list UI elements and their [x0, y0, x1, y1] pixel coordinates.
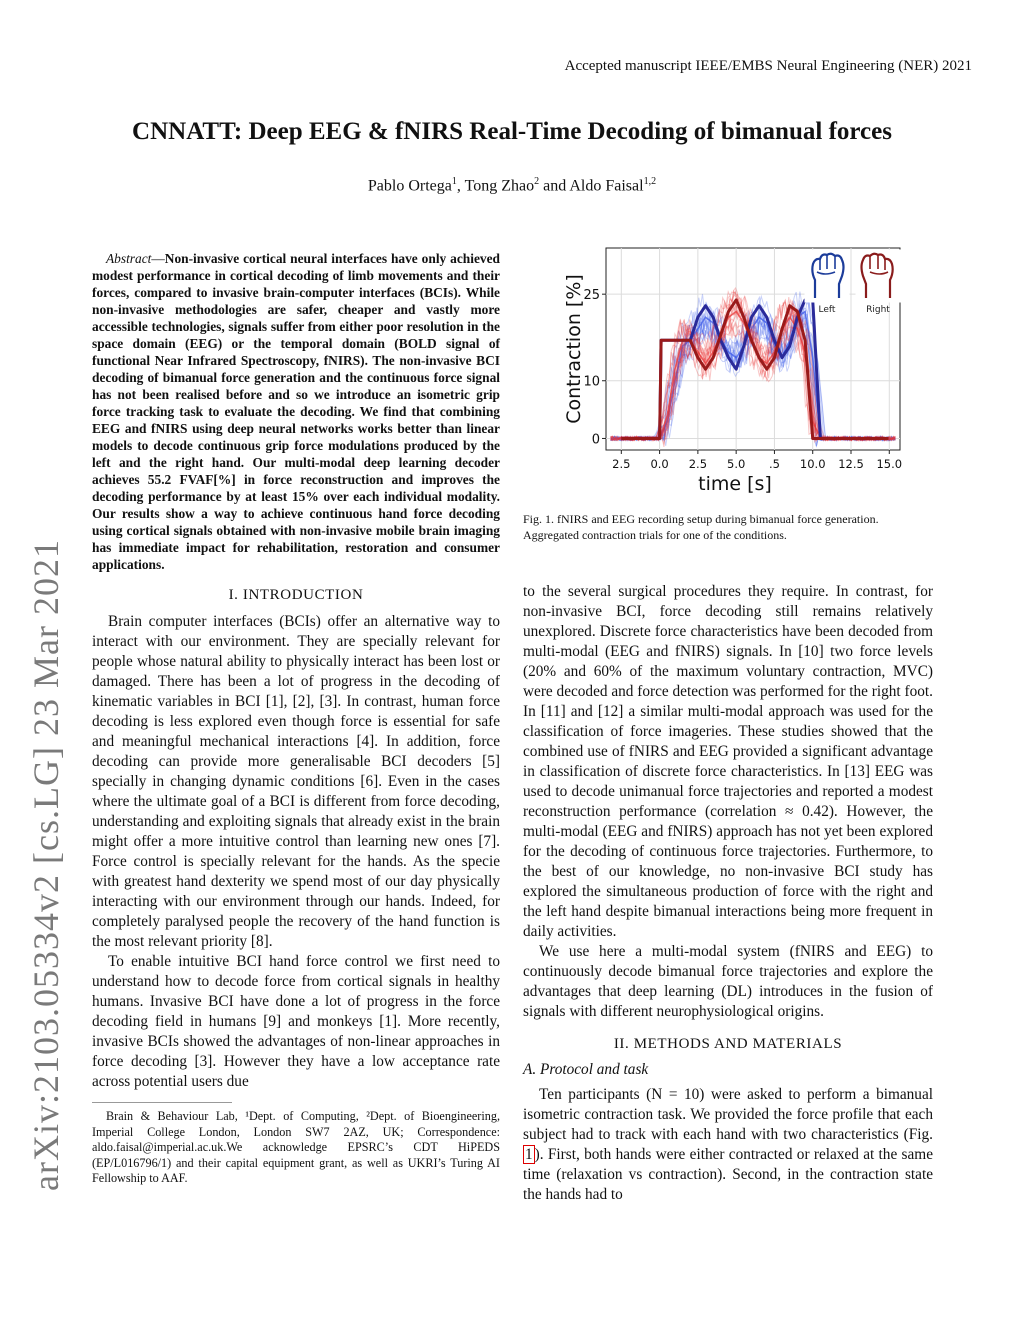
body-paragraph: To enable intuitive BCI hand force control we first need to understand how to decode force from cortical signals in healthy humans. Invasive BCI have done a lot of progress in the force decoding field in humans [9] and monkeys [1]. More recently, invasive BCIs showed the advantages of non-linear approaches in force decoding [3]. However they have a low acceptance rate across potential users due — [92, 953, 500, 1090]
paper-title: CNNATT: Deep EEG & fNIRS Real-Time Decoding of bimanual forces — [132, 118, 892, 145]
y-axis-label: Contraction [%] — [563, 274, 585, 424]
footnote: Brain & Behaviour Lab, ¹Dept. of Computing, ²Dept. of Bioengineering, Imperial College London, London SW7 2AZ, UK; Correspondence: aldo.faisal@imperial.ac.uk.We acknowledge EPSRC’s CDT HiPEDS (EP/L016796/1) and their capital equipment grant, as well as UKRI’s Turing AI Fellowship to AAF. — [92, 1109, 500, 1185]
x-tick-label: 12.5 — [838, 457, 864, 471]
section-heading-methods: II. METHODS AND MATERIALS — [613, 1036, 843, 1052]
affiliation-mark: 1 — [451, 176, 457, 187]
methods-text: ). First, both hands were either contracted or relaxed at the same time (relaxation vs contraction). Second, in the contraction state the hands had to — [523, 1146, 933, 1203]
right-column — [523, 582, 933, 1205]
body-paragraph: to the several surgical procedures they require. In contrast, for non-invasive BCI, force decoding still remains relatively unexplored. Discrete force characteristics have been decoded from multi-modal (EEG and fNIRS) signals. In [10] two force levels (20% and 60% of the maximum voluntary contraction, MVC) were decoded and force detection was performed for the right foot. In [11] and [12] a similar multi-modal approach was used for the classification of force imageries. These studies showed that the combined use of fNIRS and EEG provided a significant advantage in classification of discrete force characteristics. In [13] EEG was used to decode unimanual force trajectories and reported a modest reconstruction performance (correlation ≈ 0.42). However, the multi-modal (EEG and fNIRS) approach has not yet been explored for the decoding of continuous force trajectories. Furthermore, to the best of our knowledge, no non-invasive BCI study has explored the simultaneous production of force with the right and the left hand despite bimanual interactions being more frequent in daily activities. — [523, 583, 933, 940]
arxiv-identifier: arXiv:2103.05334v2 [cs.LG] 23 Mar 2021 — [26, 539, 66, 1191]
contraction-chart — [560, 244, 920, 500]
affiliation-mark: 2 — [534, 176, 540, 187]
left-column — [92, 250, 500, 1187]
abstract — [92, 250, 500, 573]
author-name: Tong Zhao — [464, 177, 535, 195]
legend-right-label: Right — [866, 305, 890, 315]
abstract-text: Non-invasive cortical neural interfaces have only achieved modest performance in cortical decoding of limb movements and their forces, compared to invasive brain-computer interfaces (BCIs). While non-invasive methodologies are safer, cheaper and vastly more accessible technologies, signals suffer from either poor resolution in the space domain (EEG) or the temporal domain (BOLD signal of functional Near Infrared Spectroscopy, fNIRS). The non-invasive BCI decoding of bimanual force generation and the continuous force signal has not been realised before and so we introduce an isometric grip force tracking task to evaluate the decoding. We find that combining EEG and fNIRS using deep neural networks works better than linear models to decode continuous grip force modulations produced by the left and the right hand. Our multi-modal deep learning decoder achieves 55.2 FVAF[%] in force reconstruction and improves the decoding performance by at least 15% over each individual modality. Our results show a way to achieve continuous hand force decoding using cortical signals obtained with non-invasive mobile brain imaging has immediate impact for rehabilitation, restoration and consumer applications. — [92, 251, 500, 572]
body-paragraph — [523, 1085, 933, 1205]
body-paragraph: Brain computer interfaces (BCIs) offer an alternative way to interact with our environment. They are specially relevant for people whose natural ability to physically interact has been lost or damaged. There has been a lot of progress in the decoding of kinematic variables in BCI [1], [2], [3]. In contrast, human force decoding is less explored even though force is essential for safe and meaningful mechanical interactions [4]. In addition, force decoding can provide more generalisable BCI decoders [5] specially in changing dynamic conditions [6]. Even in the cases where the ultimate goal of a BCI is different from force decoding, understanding and exploiting signals that already exist in the brain might offer a more intuitive control than learning new ones [7]. Force control is specially relevant for the hands. As the specie with greatest hand dexterity we spend most of our day physically interacting with our environment through our hands. Indeed, for completely paralysed people the recovery of the hand function is the most relevant priority [8]. — [92, 613, 500, 950]
x-tick-label: 2.5 — [612, 457, 631, 471]
x-tick-label: .5 — [768, 457, 780, 471]
y-tick-label: 0 — [591, 432, 600, 448]
figure-reference-link[interactable]: 1 — [525, 1146, 533, 1163]
y-tick-label: 10 — [583, 374, 600, 390]
author-list — [0, 176, 1024, 195]
figure-1 — [560, 244, 920, 500]
methods-text: Ten participants (N = 10) were asked to perform a bimanual isometric contraction task. We provided the force profile that each subject had to track with each hand with two characteristics (Fig. — [523, 1086, 933, 1143]
legend-left-label: Left — [818, 305, 836, 315]
header-note: Accepted manuscript IEEE/EMBS Neural Engineering (NER) 2021 — [564, 58, 972, 74]
x-tick-label: 2.5 — [688, 457, 708, 471]
x-tick-label: 10.0 — [799, 457, 826, 471]
section-heading-introduction: I. INTRODUCTION — [228, 587, 364, 603]
right-fist-icon — [856, 250, 900, 302]
author-name: Aldo Faisal — [569, 177, 644, 195]
subsection-heading-protocol: A. Protocol and task — [523, 1061, 649, 1078]
author-name: Pablo Ortega — [367, 177, 452, 195]
footnote-divider — [92, 1102, 232, 1103]
abstract-dash: — — [151, 251, 165, 266]
x-tick-label: 0.0 — [650, 457, 669, 471]
body-paragraph: We use here a multi-modal system (fNIRS and EEG) to continuously decode bimanual force trajectories and explore the advantages that deep learning (DL) introduces in the fusion of signals with different neurophysiological origins. — [523, 943, 933, 1020]
abstract-label: Abstract — [106, 251, 152, 266]
x-axis-label: time [s] — [698, 473, 772, 495]
x-tick-label: 5.0 — [727, 457, 746, 471]
author-separator: , — [456, 177, 465, 195]
affiliation-mark: 1,2 — [643, 176, 657, 187]
x-tick-label: 15.0 — [876, 457, 903, 471]
author-separator: and — [539, 177, 570, 195]
figure-caption: Fig. 1. fNIRS and EEG recording setup during bimanual force generation. Aggregated contraction trials for one of the conditions. — [523, 512, 879, 542]
y-tick-label: 25 — [583, 288, 600, 304]
left-fist-icon — [805, 250, 849, 302]
